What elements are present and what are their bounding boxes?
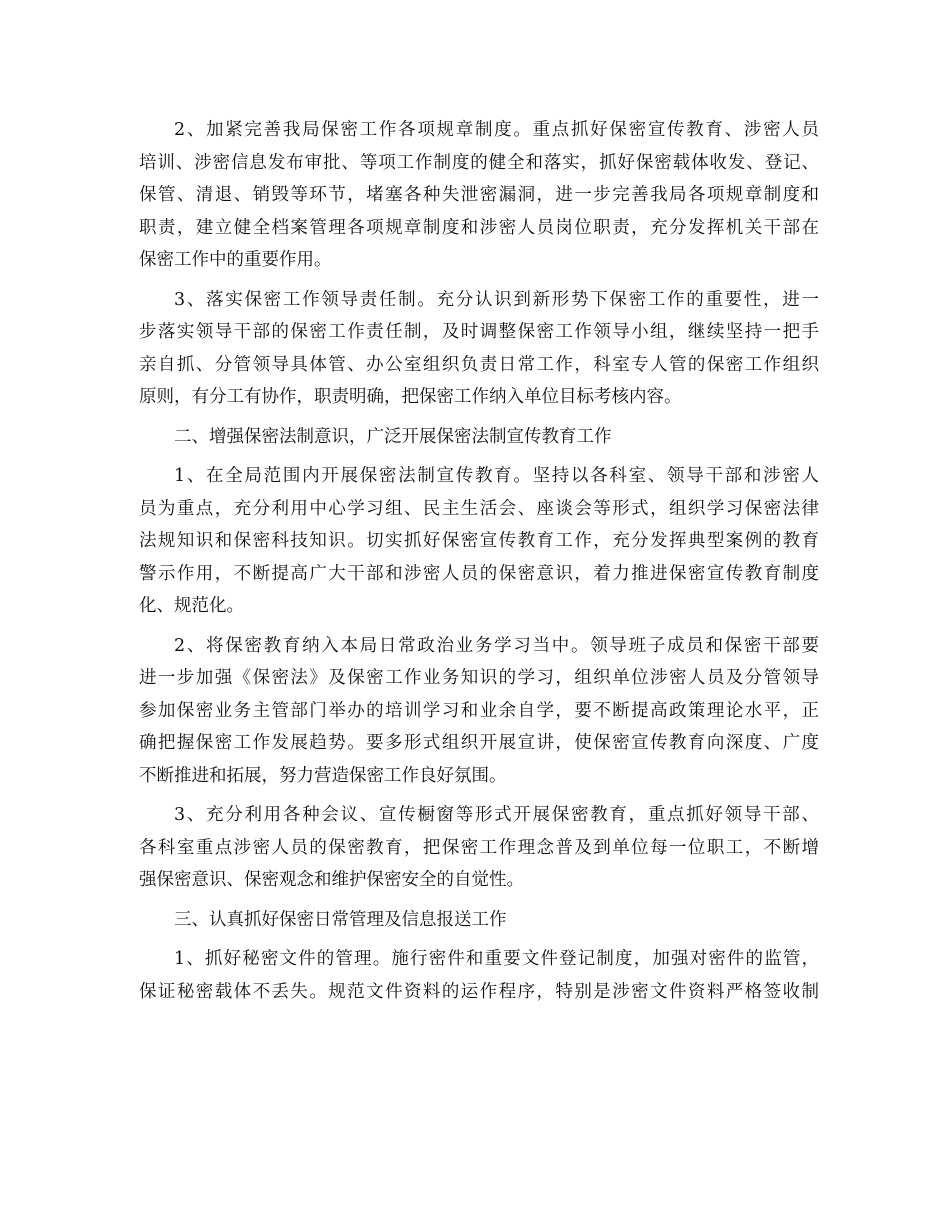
text-line: 原则，有分工有协作，职责明确，把保密工作纳入单位目标考核内容。 <box>139 387 682 407</box>
text-line: 各科室重点涉密人员的保密教育，把保密工作理念普及到单位每一位职工，不断增 <box>139 837 819 858</box>
text-line: 进一步加强《保密法》及保密工作业务知识的学习，组织单位涉密人员及分管领导 <box>139 668 819 688</box>
text-line: 法规知识和保密科技知识。切实抓好保密宣传教育工作，充分发挥典型案例的教育 <box>139 531 819 551</box>
text-line: 不断推进和拓展，努力营造保密工作良好氛围。 <box>139 765 507 786</box>
body-paragraph <box>139 460 819 623</box>
text-line: 化、规范化。 <box>139 596 244 616</box>
text-line: 警示作用，不断提高广大干部和涉密人员的保密意识，着力推进保密宣传教育制度 <box>139 563 819 584</box>
text-line: 1、抓好秘密文件的管理。施行密件和重要文件登记制度，加强对密件的监管， <box>174 949 819 969</box>
text-line: 保证秘密载体不丢失。规范文件资料的运作程序，特别是涉密文件资料严格签收制 <box>139 981 819 1002</box>
text-line: 三、认真抓好保密日常管理及信息报送工作 <box>174 909 507 930</box>
section-heading <box>139 421 819 454</box>
text-line: 1、在全局范围内开展保密法制宣传教育。坚持以各科室、领导干部和涉密人 <box>174 466 819 486</box>
document-body <box>139 114 819 1015</box>
body-paragraph <box>139 114 819 277</box>
text-line: 培训、涉密信息发布审批、等项工作制度的健全和落实，抓好保密载体收发、登记、 <box>139 152 819 173</box>
text-line: 3、充分利用各种会议、宣传橱窗等形式开展保密教育，重点抓好领导干部、 <box>174 805 819 825</box>
body-paragraph <box>139 943 819 1008</box>
text-line: 确把握保密工作发展趋势。要多形式组织开展宣讲，使保密宣传教育向深度、广度 <box>139 733 819 753</box>
text-line: 3、落实保密工作领导责任制。充分认识到新形势下保密工作的重要性，进一 <box>174 289 819 310</box>
body-paragraph <box>139 799 819 897</box>
text-line: 步落实领导干部的保密工作责任制，及时调整保密工作领导小组，继续坚持一把手 <box>139 322 819 342</box>
text-line: 员为重点，充分利用中心学习组、民主生活会、座谈会等形式，组织学习保密法律 <box>139 498 819 519</box>
text-line: 亲自抓、分管领导具体管、办公室组织负责日常工作，科室专人管的保密工作组织 <box>139 354 819 375</box>
text-line: 强保密意识、保密观念和维护保密安全的自觉性。 <box>139 870 524 890</box>
section-heading <box>139 904 819 937</box>
text-line: 职责，建立健全档案管理各项规章制度和涉密人员岗位职责，充分发挥机关干部在 <box>139 217 819 238</box>
text-line: 参加保密业务主管部门举办的培训学习和业余自学，要不断提高政策理论水平，正 <box>139 700 819 721</box>
text-line: 保管、清退、销毁等环节，堵塞各种失泄密漏洞，进一步完善我局各项规章制度和 <box>139 185 819 205</box>
body-paragraph <box>139 284 819 414</box>
body-paragraph <box>139 630 819 793</box>
text-line: 2、加紧完善我局保密工作各项规章制度。重点抓好保密宣传教育、涉密人员 <box>174 120 819 140</box>
text-line: 保密工作中的重要作用。 <box>139 250 332 270</box>
text-line: 二、增强保密法制意识，广泛开展保密法制宣传教育工作 <box>174 426 612 447</box>
text-line: 2、将保密教育纳入本局日常政治业务学习当中。领导班子成员和保密干部要 <box>174 635 819 656</box>
